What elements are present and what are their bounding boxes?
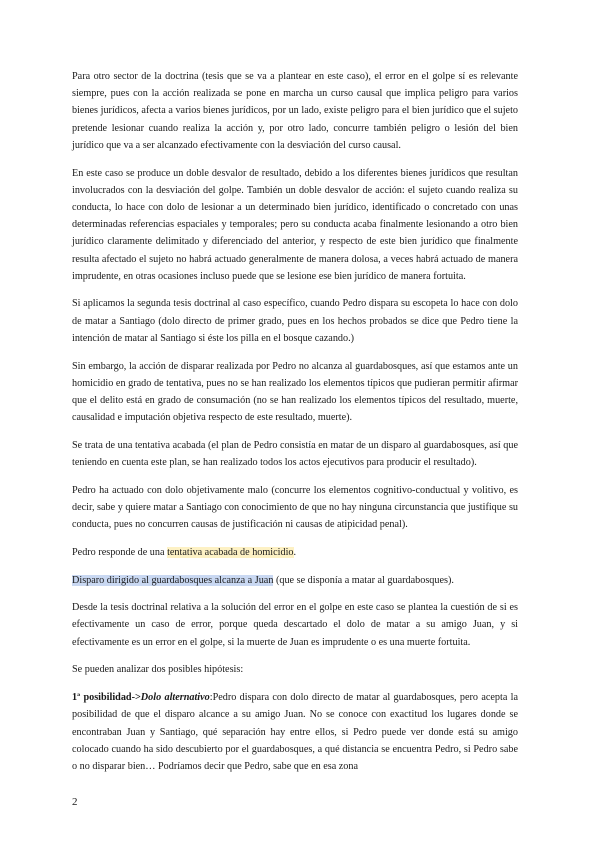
paragraph-7-text: Pedro responde de una xyxy=(72,546,168,558)
document-body xyxy=(72,68,518,786)
paragraph-10: Se pueden analizar dos posibles hipótesis: xyxy=(72,664,244,676)
paragraph-4: Sin embargo, la acción de disparar realizada por Pedro no alcanza al guardabosques, así que estamos ante un homicidio en grado de tentativa, pues no se han realizado los elementos típicos que pudieran permitir afirmar que el delito está en grado de consumación (no se han realizado los elementos típicos del resultado, muerte, causalidad e imputación objetiva respecto de este resultado, muerte). xyxy=(72,360,518,424)
paragraph-5: Se trata de una tentativa acabada (el plan de Pedro consistía en matar de un disparo al guardabosques, así que teniendo en cuenta este plan, se han realizado todos los actos ejecutivos para producir el resultado). xyxy=(72,439,518,469)
paragraph-7-end: . xyxy=(293,546,297,558)
paragraph-2: En este caso se produce un doble desvalor de resultado, debido a los diferentes bienes jurídicos que resultan involucrados con la desviación del golpe. También un doble desvalor de acción: el sujeto cuando realiza su conducta, lo hace con dolo de lesionar a un determinado bien jurídico, identificado o concretado con unas determinadas referencias espaciales y temporales; pero su conducta acaba finalmente lesionando a otro bien jurídico claramente delimitado y diferenciado del anterior, y respecto de este bien jurídico que finalmente resulta afectado el sujeto no habrá actuado generalmente de manera dolosa, a veces habrá actuado de manera imprudente, en otras ocasiones incluso puede que se lesione ese bien jurídico de manera fortuita. xyxy=(72,167,518,282)
hypothesis-title: Dolo alternativo xyxy=(140,692,210,704)
paragraph-3: Si aplicamos la segunda tesis doctrinal al caso específico, cuando Pedro dispara su escopeta lo hace con dolo de matar a Santiago (dolo directo de primer grado, pues en los hechos probados se dice que Pedro tiene la intención de matar al Santiago si éste los pilla en el bosque cazando.) xyxy=(72,298,518,344)
hypothesis-text: :Pedro dispara con dolo directo de matar al guardabosques, pero acepta la posibilidad de que el disparo alcance a su amigo Juan. No se conoce con exactitud los lugares donde se encontraban Juan y Santiago, qué separación hay entre ellos, si Pedro puede ver donde está su amigo colocado cuando ha sido descubierto por el guardabosques, a qué distancia se encuentra Pedro, si Pedro sabe o no disparar bien… Podríamos decir que Pedro, sabe que en esa zona xyxy=(72,692,518,772)
paragraph-6: Pedro ha actuado con dolo objetivamente malo (concurre los elementos cognitivo-conductual y volitivo, es decir, sabe y quiere matar a Santiago con conocimiento de que no hay ninguna circunstancia que justifique su conducta, pues no concurren causas de justificación ni causas de atipicidad penal). xyxy=(72,484,518,531)
highlighted-text-yellow: tentativa acabada de homicidio xyxy=(167,546,294,558)
paragraph-8 xyxy=(72,572,518,589)
highlighted-text-blue: Disparo dirigido al guardabosques alcanza a Juan xyxy=(72,574,274,586)
paragraph-7 xyxy=(72,544,518,561)
paragraph-1: Para otro sector de la doctrina (tesis que se va a plantear en este caso), el error en el golpe sí es relevante siempre, pues con la acción realizada se pone en marcha un curso causal que implica peligro para varios bienes jurídicos, afecta a varios bienes jurídicos, por un lado, existe peligro para el bien jurídico que el sujeto pretende lesionar cuando realiza la acción y, por otro lado, concurre también peligro o lesión del bien jurídico que va a ser alcanzado efectivamente con la desviación del curso causal. xyxy=(72,71,518,151)
paragraph-8-text: (que se disponía a matar al guardabosques). xyxy=(273,574,454,586)
paragraph-11 xyxy=(72,689,518,775)
page-number: 2 xyxy=(72,796,78,808)
hypothesis-label: 1ª posibilidad-> xyxy=(72,692,141,704)
paragraph-9: Desde la tesis doctrinal relativa a la solución del error en el golpe en este caso se plantea la cuestión de si es efectivamente un caso de error, porque queda descartado el dolo de matar a su amigo Juan, y si efectivamente es un error en el golpe, si la muerte de Juan es imprudente o es una muerte fortuita. xyxy=(72,602,518,648)
